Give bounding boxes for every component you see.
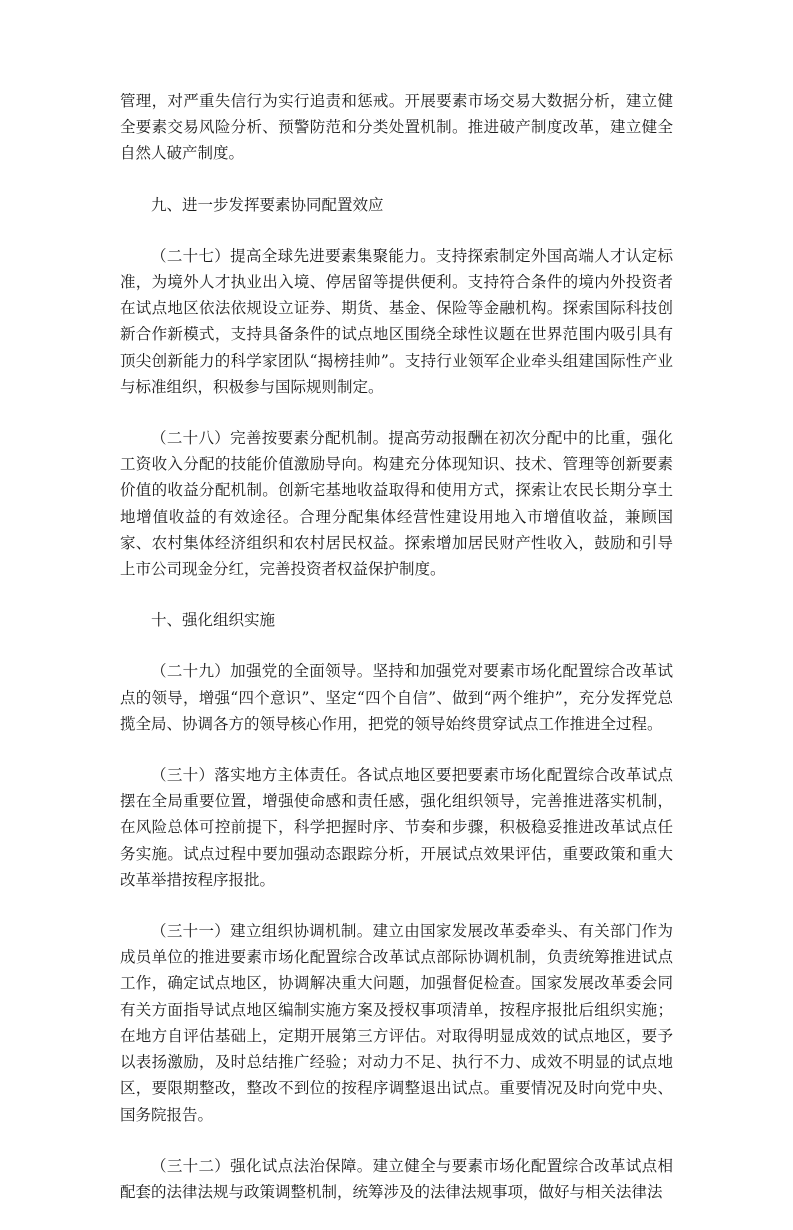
paragraph-32: （三十二）强化试点法治保障。建立健全与要素市场化配置综合改革试点相配套的法律法规与政策调整机制，统筹涉及的法律法规事项，做好与相关法律法	[120, 1156, 673, 1201]
paragraph-29: （二十九）加强党的全面领导。坚持和加强党对要素市场化配置综合改革试点的领导，增强“四个意识”、坚定“四个自信”、做到“两个维护”，充分发挥党总揽全局、协调各方的领导核心作用，把党的领导始终贯穿试点工作推进全过程。	[120, 662, 673, 733]
paragraph-30: （三十）落实地方主体责任。各试点地区要把要素市场化配置综合改革试点摆在全局重要位置，增强使命感和责任感，强化组织领导，完善推进落实机制，在风险总体可控前提下，科学把握时序、节奏和步骤，积极稳妥推进改革试点任务实施。试点过程中要加强动态跟踪分析，开展试点效果评估，重要政策和重大改革举措按程序报批。	[120, 766, 673, 889]
paragraph-continued: 管理，对严重失信行为实行追责和惩戒。开展要素市场交易大数据分析，建立健全要素交易风险分析、预警防范和分类处置机制。推进破产制度改革，建立健全自然人破产制度。	[120, 92, 673, 163]
section-heading-9: 九、进一步发挥要素协同配置效应	[151, 195, 384, 214]
document-page	[120, 88, 673, 1230]
paragraph-31: （三十一）建立组织协调机制。建立由国家发展改革委牵头、有关部门作为成员单位的推进要素市场化配置综合改革试点部际协调机制，负责统筹推进试点工作，确定试点地区，协调解决重大问题，加强督促检查。国家发展改革委会同有关方面指导试点地区编制实施方案及授权事项清单，按程序报批后组织实施；在地方自评估基础上，定期开展第三方评估。对取得明显成效的试点地区，要予以表扬激励，及时总结推广经验；对动力不足、执行不力、成效不明显的试点地区，要限期整改，整改不到位的按程序调整退出试点。重要情况及时向党中央、国务院报告。	[120, 922, 673, 1124]
paragraph-27: （二十七）提高全球先进要素集聚能力。支持探索制定外国高端人才认定标准，为境外人才执业出入境、停居留等提供便利。支持符合条件的境内外投资者在试点地区依法依规设立证券、期货、基金、保险等金融机构。探索国际科技创新合作新模式，支持具备条件的试点地区围绕全球性议题在世界范围内吸引具有顶尖创新能力的科学家团队“揭榜挂帅”。支持行业领军企业牵头组建国际性产业与标准组织，积极参与国际规则制定。	[120, 246, 673, 396]
paragraph-28: （二十八）完善按要素分配机制。提高劳动报酬在初次分配中的比重，强化工资收入分配的技能价值激励导向。构建充分体现知识、技术、管理等创新要素价值的收益分配机制。创新宅基地收益取得和使用方式，探索让农民长期分享土地增值收益的有效途径。合理分配集体经营性建设用地入市增值收益，兼顾国家、农村集体经济组织和农村居民权益。探索增加居民财产性收入，鼓励和引导上市公司现金分红，完善投资者权益保护制度。	[120, 429, 673, 579]
section-heading-10: 十、强化组织实施	[151, 611, 276, 630]
